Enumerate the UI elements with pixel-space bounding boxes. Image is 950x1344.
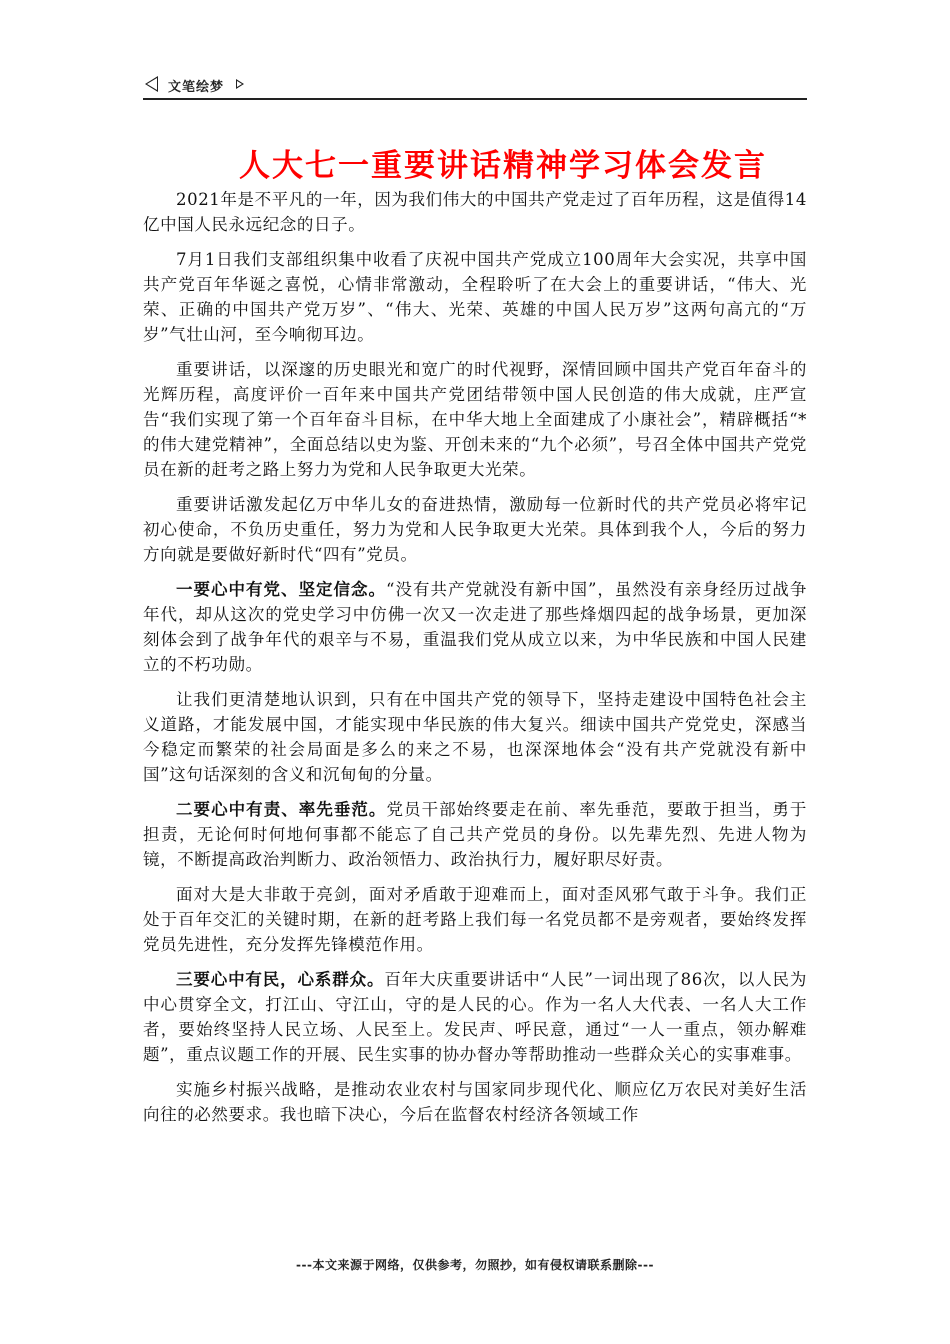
paragraph-lead: 三要心中有民，心系群众。	[176, 970, 385, 989]
paragraph-text: 重要讲话激发起亿万中华儿女的奋进热情，激励每一位新时代的共产党员必将牢记初心使命，不负历史重任，努力为党和人民争取更大光荣。具体到我个人，今后的努力方向就是要做好新时代“四有”党员。	[143, 495, 807, 564]
paragraph	[143, 687, 807, 787]
paragraph-text: 让我们更清楚地认识到，只有在中国共产党的领导下，坚持走建设中国特色社会主义道路，才能发展中国，才能实现中华民族的伟大复兴。细读中国共产党党史，深感当今稳定而繁荣的社会局面是多么的来之不易，也深深地体会“没有共产党就没有新中国”这句话深刻的含义和沉甸甸的分量。	[143, 690, 807, 784]
triangle-right-icon	[236, 79, 244, 89]
page-header	[143, 74, 807, 100]
paragraph	[143, 882, 807, 957]
paragraph	[143, 247, 807, 347]
paragraph-text: 百年大庆重要讲话中“人民”一词出现了86次，以人民为中心贯穿全文，打江山、守江山，守的是人民的心。作为一名人大代表、一名人大工作者，要始终坚持人民立场、人民至上。发民声、呼民意，通过“一人一重点，领办解难题”，重点议题工作的开展、民生实事的协办督办等帮助推动一些群众关心的实事难事。	[143, 970, 807, 1064]
paragraph-text: “没有共产党就没有新中国”，虽然没有亲身经历过战争年代，却从这次的党史学习中仿佛一次又一次走进了那些烽烟四起的战争场景，更加深刻体会到了战争年代的艰辛与不易，重温我们党从成立以来，为中华民族和中国人民建立的不朽功勋。	[143, 580, 808, 674]
paragraph-lead: 二要心中有责、率先垂范。	[176, 800, 387, 819]
document-body	[143, 187, 807, 1137]
paragraph-text: 面对大是大非敢于亮剑，面对矛盾敢于迎难而上，面对歪风邪气敢于斗争。我们正处于百年交汇的关键时期，在新的赶考路上我们每一名党员都不是旁观者，要始终发挥党员先进性，充分发挥先锋模范作用。	[143, 885, 807, 954]
paragraph-text: 实施乡村振兴战略，是推动农业农村与国家同步现代化、顺应亿万农民对美好生活向往的必然要求。我也暗下决心，今后在监督农村经济各领域工作	[143, 1080, 807, 1124]
footer-disclaimer: ---本文来源于网络，仅供参考，勿照抄，如有侵权请联系删除---	[296, 1258, 654, 1272]
paragraph-text: 党员干部始终要走在前、率先垂范，要敢于担当，勇于担责，无论何时何地何事都不能忘了自己共产党员的身份。以先辈先烈、先进人物为镜，不断提高政治判断力、政治领悟力、政治执行力，履好职尽好责。	[143, 800, 807, 869]
paragraph-lead: 一要心中有党、坚定信念。	[176, 580, 387, 599]
paragraph	[143, 577, 807, 677]
paragraph	[143, 797, 807, 872]
triangle-left-icon	[145, 76, 158, 92]
paragraph-text: 重要讲话，以深邃的历史眼光和宽广的时代视野，深情回顾中国共产党百年奋斗的光辉历程，高度评价一百年来中国共产党团结带领中国人民创造的伟大成就，庄严宣告“我们实现了第一个百年奋斗目标，在中华大地上全面建成了小康社会”，精辟概括“*的伟大建党精神”，全面总结以史为鉴、开创未来的“九个必须”，号召全体中国共产党党员在新的赶考之路上努力为党和人民争取更大光荣。	[143, 360, 807, 479]
paragraph	[143, 187, 807, 237]
paragraph-text: 2021年是不平凡的一年，因为我们伟大的中国共产党走过了百年历程，这是值得14亿中国人民永远纪念的日子。	[143, 190, 807, 234]
paragraph	[143, 1077, 807, 1127]
paragraph	[143, 357, 807, 482]
document-title: 人大七一重要讲话精神学习体会发言	[239, 148, 767, 184]
paragraph	[143, 967, 807, 1067]
paragraph-text: 7月1日我们支部组织集中收看了庆祝中国共产党成立100周年大会实况，共享中国共产党百年华诞之喜悦，心情非常激动，全程聆听了在大会上的重要讲话，“伟大、光荣、正确的中国共产党万岁”、“伟大、光荣、英雄的中国人民万岁”这两句高亢的“万岁”气壮山河，至今响彻耳边。	[143, 250, 807, 344]
header-brand: 文笔绘梦	[168, 80, 225, 95]
paragraph	[143, 492, 807, 567]
